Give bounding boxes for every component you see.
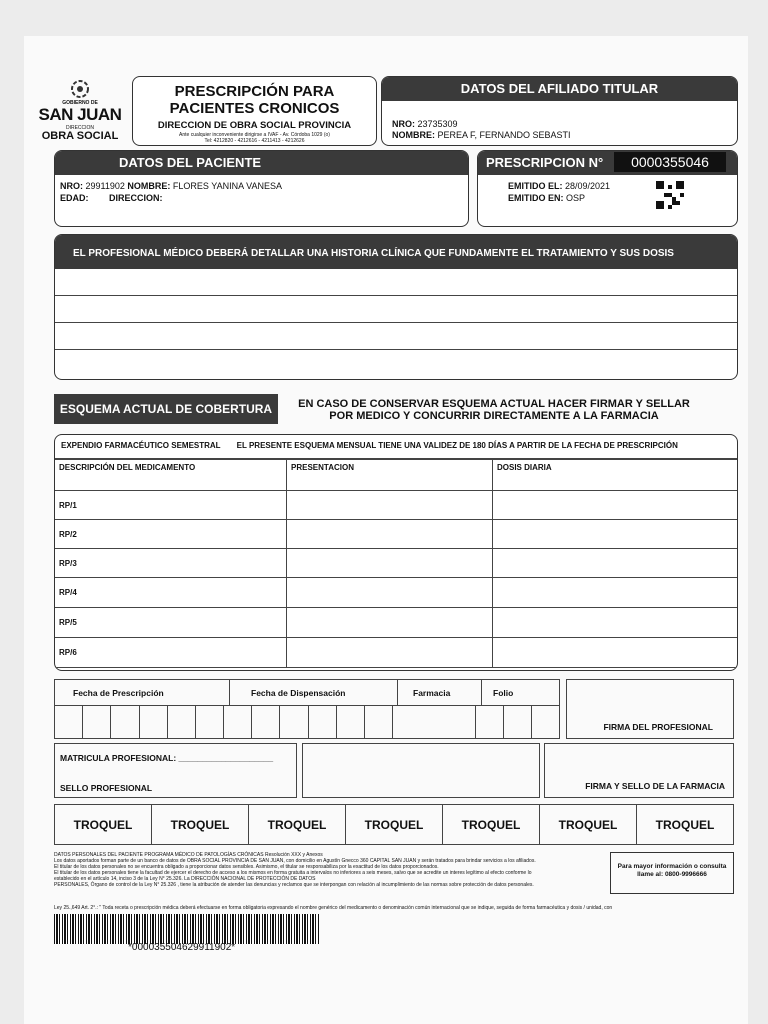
medication-table [54, 459, 738, 668]
rp-label: RP/5 [55, 608, 287, 638]
dispensa-grid [54, 679, 560, 739]
folio-label: Folio [493, 688, 514, 698]
title-line2: PACIENTES CRONICOS [169, 100, 340, 117]
fecha-prescripcion-label: Fecha de Prescripción [73, 688, 164, 698]
emitido-en: EMITIDO EN: OSP [508, 193, 586, 203]
date-cell[interactable] [111, 705, 139, 739]
presentacion-cell[interactable] [287, 608, 493, 638]
troquel-slot[interactable]: TROQUEL [152, 805, 249, 844]
emitido-el: EMITIDO EL: 28/09/2021 [508, 181, 611, 191]
matricula-label: MATRICULA PROFESIONAL: ____________________ [60, 753, 274, 763]
table-row [55, 638, 739, 668]
logo-line4: OBRA SOCIAL [41, 130, 119, 142]
troquel-slot[interactable]: TROQUEL [249, 805, 346, 844]
contact-line2: Tel: 4212820 - 4212616 - 4211413 - 4212626 [204, 138, 305, 144]
date-cell[interactable] [140, 705, 168, 739]
logo-line1: GOBIERNO DE [62, 100, 98, 106]
info-box [610, 852, 734, 894]
legal-line4: El titular de los datos personales tiene la facultad de ejercer el derecho de acceso a los mismos en forma gratuita a intervalos no inferiores a seis meses, salvo que se acredite un interes legítimo al efecto conforme lo [54, 870, 532, 876]
rp-label: RP/1 [55, 491, 287, 520]
troquel-slot[interactable]: TROQUEL [55, 805, 152, 844]
date-cell[interactable] [365, 705, 393, 739]
col-dosis: DOSIS DIARIA [493, 460, 739, 491]
prescripcion-heading-bar: PRESCRIPCION N° [478, 151, 737, 175]
barcode-text: *000035504629911902* [128, 942, 236, 953]
folio-cell[interactable] [476, 705, 504, 739]
date-cell[interactable] [224, 705, 252, 739]
sello-label: SELLO PROFESIONAL [60, 783, 153, 793]
table-row [55, 549, 739, 578]
dosis-cell[interactable] [493, 608, 739, 638]
sello-box[interactable] [302, 743, 540, 798]
afiliado-nro: NRO: 23735309 [392, 119, 458, 129]
rp-label: RP/2 [55, 520, 287, 549]
date-cell[interactable] [83, 705, 111, 739]
afiliado-nombre: NOMBRE: PEREA F, FERNANDO SEBASTI [392, 130, 571, 140]
table-row [55, 608, 739, 638]
legal-line5: establecido en el artículo 14, inciso 3 de la Ley N° 25.326. La DIRECCIÓN NACIONAL DE PROTECCIÓN DE DATOS [54, 876, 316, 882]
folio-cell[interactable] [504, 705, 532, 739]
table-row [55, 578, 739, 608]
matricula-box[interactable] [54, 743, 297, 798]
firma-farmacia-label: FIRMA Y SELLO DE LA FARMACIA [585, 781, 725, 791]
historia-heading: EL PROFESIONAL MÉDICO DEBERÁ DETALLAR UNA HISTORIA CLÍNICA QUE FUNDAMENTE EL TRATAMIENTO Y SUS DOSIS [55, 235, 737, 269]
fecha-dispensacion-label: Fecha de Dispensación [251, 688, 346, 698]
medication-table-header [55, 460, 739, 491]
date-cell[interactable] [309, 705, 337, 739]
subtitle: DIRECCION DE OBRA SOCIAL PROVINCIA [157, 120, 352, 131]
col-presentacion: PRESENTACION [287, 460, 493, 491]
logo-emblem-icon [69, 78, 91, 100]
presentacion-cell[interactable] [287, 491, 493, 520]
date-cell[interactable] [337, 705, 365, 739]
dosis-cell[interactable] [493, 638, 739, 668]
contact-line1: Ante cualquier inconveniente dirigirse a IVAF - Av. Córdoba 1029 (o) [179, 132, 330, 138]
presentacion-cell[interactable] [287, 520, 493, 549]
troquel-slot[interactable]: TROQUEL [655, 817, 715, 832]
date-cell[interactable] [252, 705, 280, 739]
legal-text [54, 852, 604, 888]
expendio-validity: EL PRESENTE ESQUEMA MENSUAL TIENE UNA VALIDEZ DE 180 DÍAS A PARTIR DE LA FECHA DE PRESCRIPCIÓN [236, 441, 678, 450]
afiliado-box [381, 76, 738, 146]
date-cell[interactable] [196, 705, 224, 739]
divider-3 [481, 680, 482, 705]
esquema-note-line2: POR MEDICO Y CONCURRIR DIRECTAMENTE A LA FARMACIA [329, 410, 659, 422]
divider-2 [397, 680, 398, 705]
firma-profesional-box[interactable] [566, 679, 734, 739]
info-line2: llame al: 0800-9996666 [637, 871, 707, 878]
firma-profesional-label: FIRMA DEL PROFESIONAL [603, 722, 713, 732]
prescripcion-box [477, 150, 738, 227]
dosis-cell[interactable] [493, 520, 739, 549]
expendio-header [55, 435, 737, 459]
table-row [55, 520, 739, 549]
barcode [54, 914, 320, 944]
prescripcion-number: 0000355046 [614, 152, 726, 172]
table-row [55, 491, 739, 520]
historia-line-2 [55, 296, 737, 323]
paciente-heading: DATOS DEL PACIENTE [55, 151, 468, 175]
firma-farmacia-box[interactable] [544, 743, 734, 798]
esquema-note [284, 398, 704, 422]
expendio-title: EXPENDIO FARMACÉUTICO SEMESTRAL [61, 441, 221, 450]
farmacia-label: Farmacia [413, 688, 451, 698]
farmacia-cell[interactable] [393, 705, 476, 739]
legal-line6: PERSONALES, Órgano de control de la Ley N° 25.326 , tiene la atribución de atender las denuncias y reclamos que se interpongan con relación al incumplimiento de las normas sobre protección de datos personales. [54, 882, 534, 888]
date-cell[interactable] [280, 705, 308, 739]
presentacion-cell[interactable] [287, 549, 493, 578]
divider-1 [229, 680, 230, 705]
folio-cell[interactable] [532, 705, 559, 739]
info-line1: Para mayor información o consulta [617, 863, 727, 870]
ley-text: Ley 25.,649 Art. 2°.: " Toda receta o prescripción médica deberá efectuarse en forma obligatoria expresando el nombre genérico del medicamento o denominación común internacional que se indique, seguida de forma farmacéutica y dosis / unidad, con [54, 905, 613, 911]
presentacion-cell[interactable] [287, 578, 493, 608]
troquel-slot[interactable]: TROQUEL [443, 805, 540, 844]
historia-box [54, 234, 738, 380]
dosis-cell[interactable] [493, 549, 739, 578]
legal-line3: El titular de los datos personales no se encuentra obligado a proporcionar datos sensibles. Asimismo, el titular se responsabiliza por la exactitud de los datos proporcionados. [54, 864, 439, 870]
qr-code-icon [656, 181, 684, 209]
paciente-box [54, 150, 469, 227]
col-descripcion: DESCRIPCIÓN DEL MEDICAMENTO [55, 460, 287, 491]
rp-label: RP/3 [55, 549, 287, 578]
paciente-line2: EDAD: DIRECCION: [60, 193, 163, 203]
troquel-slot[interactable]: TROQUEL [346, 805, 443, 844]
dosis-cell[interactable] [493, 578, 739, 608]
date-cell[interactable] [168, 705, 196, 739]
historia-line-1 [55, 269, 737, 296]
logo-line2: SAN JUAN [38, 105, 122, 124]
expendio-box [54, 434, 738, 671]
esquema-note-line1: EN CASO DE CONSERVAR ESQUEMA ACTUAL HACER FIRMAR Y SELLAR [298, 398, 690, 410]
logo [28, 78, 132, 148]
legal-line1: DATOS PERSONALES DEL PACIENTE PROGRAMA MÉDICO DE PATOLOGÍAS CRÓNICAS Resolución XXX y Anexos [54, 852, 323, 858]
logo-line3: DIRECCION [65, 125, 95, 131]
prescription-form [24, 36, 748, 1024]
esquema-label: ESQUEMA ACTUAL DE COBERTURA [54, 394, 278, 424]
dosis-cell[interactable] [493, 491, 739, 520]
date-cell[interactable] [55, 705, 83, 739]
historia-line-3 [55, 323, 737, 350]
troquel-slot[interactable]: TROQUEL [540, 805, 637, 844]
title-line1: PRESCRIPCIÓN PARA [174, 83, 335, 100]
legal-line2: Los datos aportados forman parte de un banco de datos de OBRA SOCIAL PROVINCIA DE SAN JUAN, con domicilio en Agustín Gnecco 360 CAPITAL SAN JUAN y serán tratados para brindar servicios a los afiliados. [54, 858, 536, 864]
troquel-row [54, 804, 734, 845]
paciente-line1: NRO: 29911902 NOMBRE: FLORES YANINA VANESA [60, 181, 282, 191]
afiliado-heading: DATOS DEL AFILIADO TITULAR [382, 77, 737, 101]
title-box [132, 76, 377, 146]
rp-label: RP/4 [55, 578, 287, 608]
rp-label: RP/6 [55, 638, 287, 668]
date-cells[interactable] [55, 705, 559, 739]
presentacion-cell[interactable] [287, 638, 493, 668]
